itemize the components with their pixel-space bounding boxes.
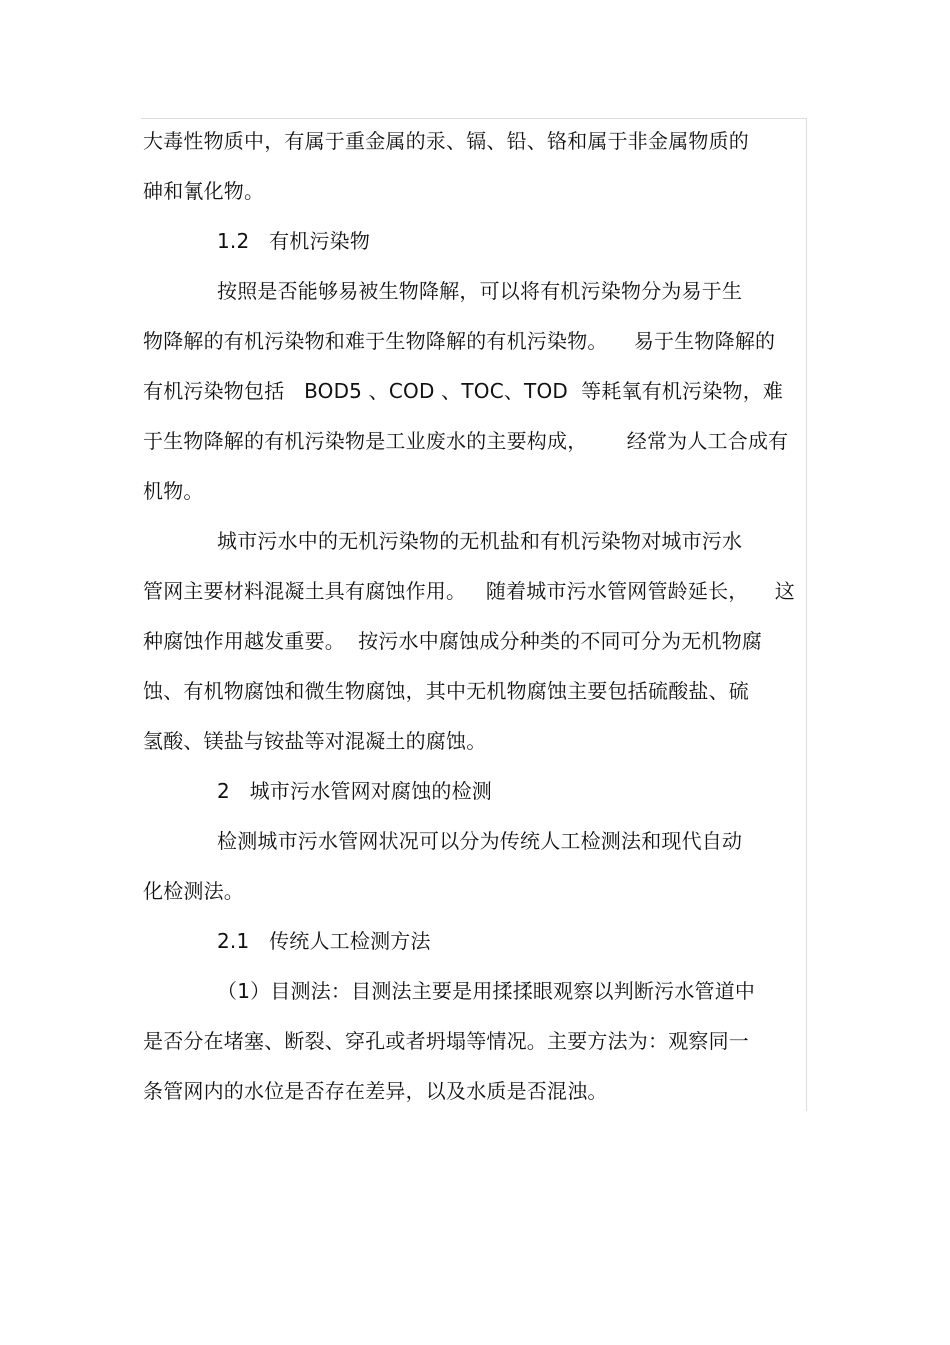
paragraph-line: 有机污染物包括 BOD5 、COD 、TOC、TOD 等耗氧有机污染物，难 [143, 379, 784, 403]
paragraph-line: 按照是否能够易被生物降解，可以将有机污染物分为易于生 [217, 279, 743, 303]
paragraph-line: 检测城市污水管网状况可以分为传统人工检测法和现代自动 [217, 829, 743, 853]
paragraph-line: （1）目测法：目测法主要是用揉揉眼观察以判断污水管道中 [217, 979, 756, 1003]
paragraph-line: 种腐蚀作用越发重要。 按污水中腐蚀成分种类的不同可分为无机物腐 [143, 629, 763, 653]
paragraph-line: 化检测法。 [143, 879, 244, 903]
paragraph-line: 物降解的有机污染物和难于生物降解的有机污染物。 易于生物降解的 [143, 329, 776, 353]
paragraph-line: 是否分在堵塞、断裂、穿孔或者坍塌等情况。主要方法为：观察同一 [143, 1029, 749, 1053]
page-frame [141, 118, 807, 1111]
paragraph-line: 砷和氰化物。 [143, 179, 265, 203]
section-heading-2: 2 城市污水管网对腐蚀的检测 [217, 779, 492, 803]
paragraph-line: 于生物降解的有机污染物是工业废水的主要构成， 经常为人工合成有 [143, 429, 789, 453]
section-heading-2-1: 2.1 传统人工检测方法 [217, 929, 431, 953]
paragraph-line: 大毒性物质中，有属于重金属的汞、镉、铅、铬和属于非金属物质的 [143, 129, 749, 153]
paragraph-line: 蚀、有机物腐蚀和微生物腐蚀，其中无机物腐蚀主要包括硫酸盐、硫 [143, 679, 749, 703]
paragraph-line: 城市污水中的无机污染物的无机盐和有机污染物对城市污水 [217, 529, 743, 553]
paragraph-line: 机物。 [143, 479, 204, 503]
section-heading-1-2: 1.2 有机污染物 [217, 229, 371, 253]
paragraph-line: 管网主要材料混凝土具有腐蚀作用。 随着城市污水管网管龄延长， 这 [143, 579, 795, 603]
paragraph-line: 条管网内的水位是否存在差异，以及水质是否混浊。 [143, 1079, 608, 1103]
paragraph-line: 氢酸、镁盐与铵盐等对混凝土的腐蚀。 [143, 729, 487, 753]
